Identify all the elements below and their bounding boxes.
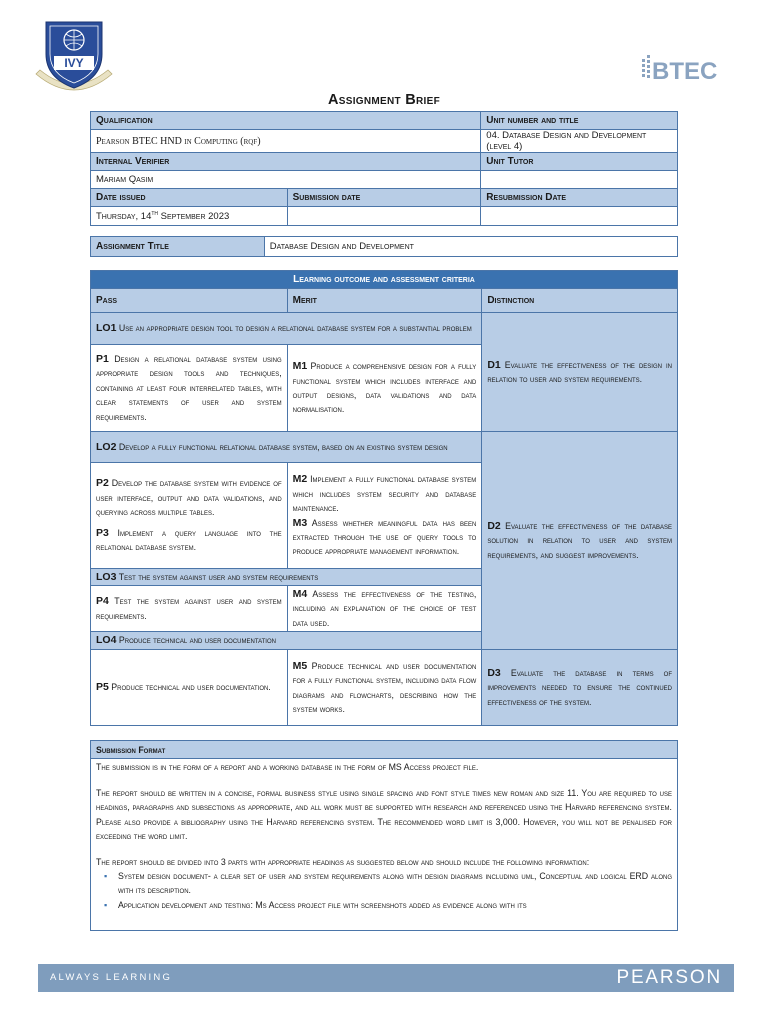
criterion-m4: M4 Assess the effectiveness of the testing, including an explanation of the choice of test data used. xyxy=(287,586,482,632)
criteria-header: Learning outcome and assessment criteria xyxy=(91,271,678,289)
lo4-row: LO4 Produce technical and user documentation xyxy=(91,632,482,650)
list-item: ▪ Application development and testing: Ms Access project file with screenshots added as evidence along with its xyxy=(118,898,672,912)
submission-format-label: Submission Format xyxy=(91,741,678,759)
resubmission-date-value xyxy=(481,207,678,226)
internal-verifier-value: Mariam Qasim xyxy=(91,171,481,189)
lo3-row: LO3 Test the system against user and system requirements xyxy=(91,569,482,586)
criterion-m2-m3 xyxy=(287,463,482,569)
submission-paragraph-2: The report should be written in a concise, formal business style using single spacing and font style times new roman and size 11. You are required to use headings, paragraphs and subsections as appropriate, and all work must be supported with research and referenced using the Harvard referencing system. Please also provide a bibliography using the Harvard referencing system. The recommended word limit is 3,000. However, you will not be penalised for exceeding the word limit. xyxy=(96,788,672,841)
criterion-p1: P1 Design a relational database system using appropriate design tools and techniques, containing at least four interrelated tables, with clear statements of user and system requirements. xyxy=(91,345,288,432)
submission-paragraph-3: The report should be divided into 3 parts with appropriate headings as suggested below and should include the following information: xyxy=(96,857,590,868)
assignment-title-label: Assignment Title xyxy=(91,237,265,257)
btec-logo xyxy=(640,53,735,87)
resubmission-date-label: Resubmission Date xyxy=(481,189,678,207)
unit-label: Unit number and title xyxy=(481,112,678,130)
submission-format-body xyxy=(91,759,678,931)
bullet-icon: ▪ xyxy=(104,871,108,882)
pearson-logo-text: PEARSON xyxy=(616,967,722,988)
criteria-table xyxy=(90,270,678,726)
unit-tutor-value xyxy=(481,171,678,189)
svg-text:BTEC: BTEC xyxy=(652,58,718,85)
brief-info-table xyxy=(90,111,678,226)
internal-verifier-label: Internal Verifier xyxy=(91,153,481,171)
assignment-title-table xyxy=(90,236,678,257)
date-issued-label: Date issued xyxy=(91,189,288,207)
unit-value: 04. Database Design and Development (level 4) xyxy=(481,130,678,153)
ivy-logo xyxy=(30,14,118,102)
criterion-m5: M5 Produce technical and user documentation for a fully functional system, including data flow diagrams and flowcharts, describing how the system works. xyxy=(287,650,482,726)
criterion-p3: P3 Implement a query language into the relational database system. xyxy=(96,526,282,553)
bullet-icon: ▪ xyxy=(104,899,108,910)
criterion-m3: M3 Assess whether meaningful data has been extracted through the use of query tools to produce appropriate management information. xyxy=(292,516,477,557)
criterion-m1: M1 Produce a comprehensive design for a fully functional system which includes interface and output designs, data validations and data normalisation. xyxy=(287,345,482,432)
list-item: ▪ System design document- a clear set of user and system requirements along with design diagrams including uml, Conceptual and logical ERD along with its description. xyxy=(104,871,672,896)
unit-tutor-label: Unit Tutor xyxy=(481,153,678,171)
qualification-value: Pearson BTEC HND in Computing (rqf) xyxy=(91,130,481,153)
assignment-title-value: Database Design and Development xyxy=(264,237,677,257)
footer-band xyxy=(38,964,734,992)
criterion-d3: D3 Evaluate the database in terms of improvements needed to ensure the continued effectiveness of the system. xyxy=(482,650,678,726)
date-issued-value: Thursday, 14th September 2023 xyxy=(91,207,288,226)
submission-paragraph-1: The submission is in the form of a report and a working database in the form of MS Access project file. xyxy=(96,762,479,772)
submission-date-value xyxy=(287,207,481,226)
lo2-row: LO2 Develop a fully functional relational database system, based on an existing system design xyxy=(91,432,482,463)
merit-column-header: Merit xyxy=(287,289,482,313)
distinction-column-header: Distinction xyxy=(482,289,678,313)
criterion-p2-p3 xyxy=(91,463,288,569)
pass-column-header: Pass xyxy=(91,289,288,313)
criterion-d1: D1 Evaluate the effectiveness of the design in relation to user and system requirements. xyxy=(482,313,678,432)
criterion-p4: P4 Test the system against user and system requirements. xyxy=(91,586,288,632)
criterion-p2: P2 Develop the database system with evidence of user interface, output and data validations, and querying across multiple tables. xyxy=(96,477,282,518)
criterion-m2: M2 Implement a fully functional database system which includes system security and database maintenance. xyxy=(292,473,477,514)
footer-tagline: ALWAYS LEARNING xyxy=(50,972,173,983)
submission-bullet-list xyxy=(96,869,672,912)
svg-text:IVY: IVY xyxy=(64,56,84,70)
submission-format-table xyxy=(90,740,678,931)
criterion-d2: D2 Evaluate the effectiveness of the database solution in relation to user and system requirements, and suggest improvements. xyxy=(482,432,678,650)
lo1-row: LO1 Use an appropriate design tool to design a relational database system for a substantial problem xyxy=(91,313,482,345)
document-title: Assignment Brief xyxy=(328,92,440,108)
qualification-label: Qualification xyxy=(91,112,481,130)
submission-date-label: Submission date xyxy=(287,189,481,207)
criterion-p5: P5 Produce technical and user documentation. xyxy=(91,650,288,726)
